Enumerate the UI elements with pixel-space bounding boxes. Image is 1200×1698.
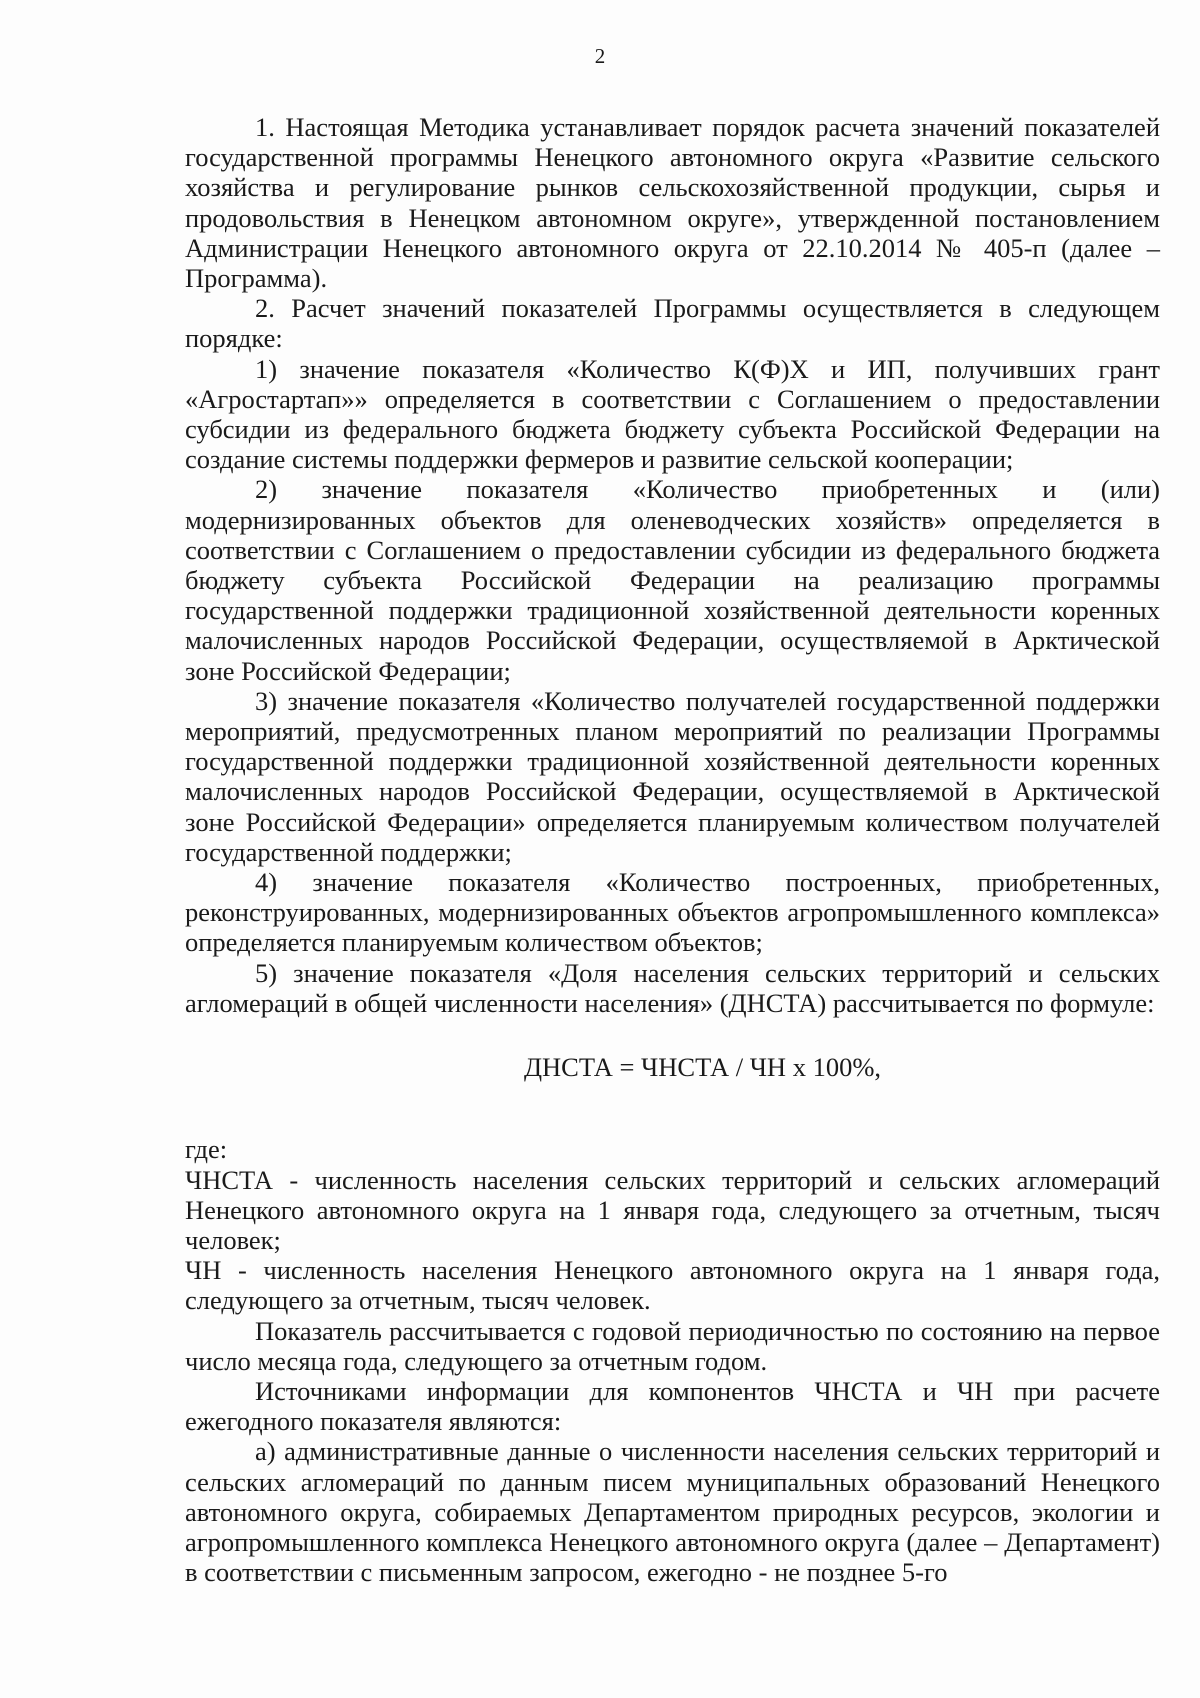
paragraph-sources: Источниками информации для компонентов ЧНСТА и ЧН при расчете ежегодного показателя являются: bbox=[185, 1375, 1160, 1437]
formula-dnsta: ДНСТА = ЧНСТА / ЧН х 100%, bbox=[523, 1052, 882, 1083]
paragraph-calculation-order: 2. Расчет значений показателей Программы осуществляется в следующем порядке: bbox=[185, 293, 1160, 354]
definition-chnsta: ЧНСТА - численность населения сельских территорий и сельских агломераций Ненецкого автономного округа на 1 января года, следующего за отчетным, тысяч человек; bbox=[185, 1164, 1160, 1255]
list-item-agrostartap: 1) значение показателя «Количество К(Ф)Х и ИП, получивших грант «Агростартап»» определяется в соответствии с Соглашением о предоставлении субсидии из федерального бюджета бюджету субъекта Российской Федерации на создание системы поддержки фермеров и развитие сельской кооперации; bbox=[185, 353, 1160, 475]
paragraph-methodology-scope: 1. Настоящая Методика устанавливает порядок расчета значений показателей государственной программы Ненецкого автономного округа «Развитие сельского хозяйства и регулирование рынков сельскохозяйственной продукции, сырья и продовольствия в Ненецком автономном округе», утвержденной постановлением Администрации Ненецкого автономного округа от 22.10.2014 № 405-п (далее – Программа). bbox=[185, 112, 1160, 294]
list-item-rural-population-share: 5) значение показателя «Доля населения сельских территорий и сельских агломераций в общей численности населения» (ДНСТА) рассчитывается по формуле: bbox=[185, 957, 1160, 1018]
page-number: 2 bbox=[594, 44, 606, 68]
where-label: где: bbox=[185, 1134, 228, 1165]
list-item-support-recipients: 3) значение показателя «Количество получателей государственной поддержки мероприятий, предусмотренных планом мероприятий по реализации Программы государственной поддержки традиционной хозяйственной деятельности коренных малочисленных народов Российской Федерации, осуществляемой в Арктической зоне Российской Федерации» определяется планируемым количеством получателей государственной поддержки; bbox=[185, 685, 1160, 867]
list-item-agro-objects: 4) значение показателя «Количество построенных, приобретенных, реконструированных, модернизированных объектов агропромышленного комплекса» определяется планируемым количеством объектов; bbox=[185, 867, 1160, 958]
definition-chn: ЧН - численность населения Ненецкого автономного округа на 1 января года, следующего за отчетным, тысяч человек. bbox=[185, 1255, 1160, 1316]
list-item-source-a: а) административные данные о численности населения сельских территорий и сельских агломераций по данным писем муниципальных образований Ненецкого автономного округа, собираемых Департаментом природных ресурсов, экологии и агропромышленного комплекса Ненецкого автономного округа (далее – Департамент) в соответствии с письменным запросом, ежегодно - не позднее 5-го bbox=[185, 1436, 1160, 1588]
list-item-reindeer-objects: 2) значение показателя «Количество приобретенных и (или) модернизированных объектов для оленеводческих хозяйств» определяется в соответствии с Соглашением о предоставлении субсидии из федерального бюджета бюджету субъекта Российской Федерации на реализацию программы государственной поддержки традиционной хозяйственной деятельности коренных малочисленных народов Российской Федерации, осуществляемой в Арктической зоне Российской Федерации; bbox=[185, 474, 1160, 686]
document-body bbox=[185, 112, 1160, 1587]
paragraph-periodicity: Показатель рассчитывается с годовой периодичностью по состоянию на первое число месяца года, следующего за отчетным годом. bbox=[185, 1315, 1160, 1376]
